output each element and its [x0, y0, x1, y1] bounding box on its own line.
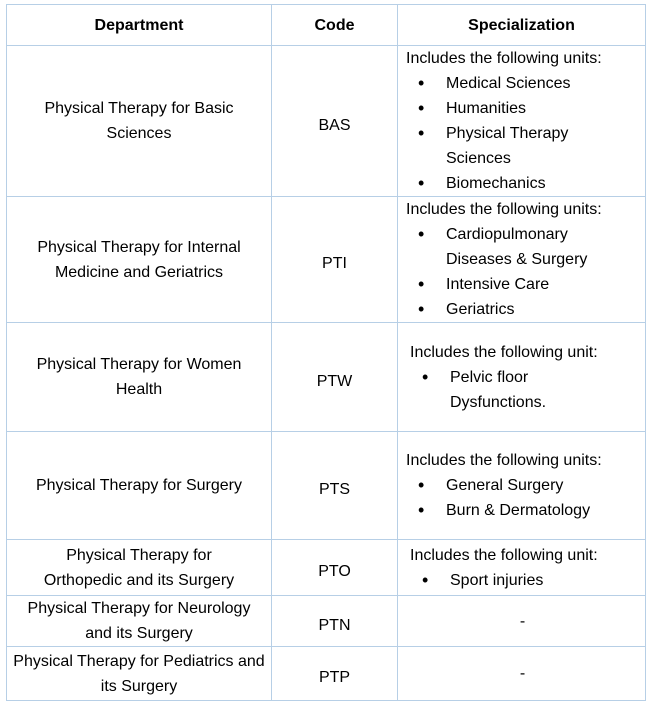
bullet-icon: •	[418, 224, 425, 244]
department-cell: Physical Therapy for Basic Sciences	[7, 46, 272, 197]
bullet-icon: •	[422, 569, 429, 590]
unit-list	[410, 568, 639, 593]
specialization-cell	[398, 432, 646, 540]
bullet-icon: •	[418, 299, 425, 319]
code-cell: PTN	[272, 596, 398, 647]
departments-table	[6, 4, 646, 701]
table-row	[7, 596, 646, 647]
specialization-cell	[398, 197, 646, 323]
specialization-cell	[398, 46, 646, 197]
list-item: • Sport injuries	[410, 568, 639, 593]
table-row	[7, 647, 646, 701]
unit-list	[410, 365, 639, 415]
bullet-icon: •	[418, 98, 425, 118]
department-cell: Physical Therapy for Women Health	[7, 323, 272, 432]
specialization-cell	[398, 323, 646, 432]
code-cell: PTI	[272, 197, 398, 323]
list-item: • Geriatrics	[406, 297, 639, 322]
list-item: • Intensive Care	[406, 272, 639, 297]
bullet-icon: •	[418, 73, 425, 93]
header-code: Code	[272, 5, 398, 46]
header-department: Department	[7, 5, 272, 46]
code-cell: PTW	[272, 323, 398, 432]
list-item: • Biomechanics	[406, 171, 639, 196]
list-item: • Physical Therapy Sciences	[418, 123, 569, 167]
list-item: • Burn & Dermatology	[406, 498, 639, 523]
unit-list	[406, 473, 639, 523]
specialization-cell: -	[398, 596, 646, 647]
bullet-icon: •	[418, 123, 425, 143]
code-cell: PTP	[272, 647, 398, 701]
code-cell: PTS	[272, 432, 398, 540]
table-row	[7, 432, 646, 540]
list-item: • Pelvic floor Dysfunctions.	[422, 366, 547, 411]
department-cell: Physical Therapy for Orthopedic and its Surgery	[7, 540, 272, 596]
specialization-intro: Includes the following unit:	[410, 546, 598, 564]
specialization-intro: Includes the following units:	[406, 50, 602, 67]
header-row	[7, 5, 646, 46]
bullet-icon: •	[418, 475, 425, 495]
bullet-icon: •	[418, 274, 425, 294]
list-item: • Medical Sciences	[406, 71, 639, 96]
list-item: • Humanities	[406, 96, 639, 121]
unit-list	[406, 71, 639, 196]
bullet-icon: •	[418, 173, 425, 193]
department-cell: Physical Therapy for Neurology and its Surgery	[7, 596, 272, 647]
specialization-intro: Includes the following unit:	[410, 343, 598, 361]
bullet-icon: •	[418, 500, 425, 520]
list-item: • Cardiopulmonary Diseases & Surgery	[418, 224, 588, 268]
specialization-cell	[398, 540, 646, 596]
unit-list	[406, 222, 639, 322]
code-cell: BAS	[272, 46, 398, 197]
table-row	[7, 197, 646, 323]
table-row	[7, 46, 646, 197]
header-specialization: Specialization	[398, 5, 646, 46]
department-cell: Physical Therapy for Internal Medicine and Geriatrics	[7, 197, 272, 323]
table-row	[7, 540, 646, 596]
list-item: • General Surgery	[406, 473, 639, 498]
specialization-cell: -	[398, 647, 646, 701]
specialization-intro: Includes the following units:	[406, 452, 602, 469]
department-cell: Physical Therapy for Pediatrics and its Surgery	[7, 647, 272, 701]
table-row	[7, 323, 646, 432]
bullet-icon: •	[422, 366, 429, 387]
department-cell: Physical Therapy for Surgery	[7, 432, 272, 540]
specialization-intro: Includes the following units:	[406, 201, 602, 218]
code-cell: PTO	[272, 540, 398, 596]
